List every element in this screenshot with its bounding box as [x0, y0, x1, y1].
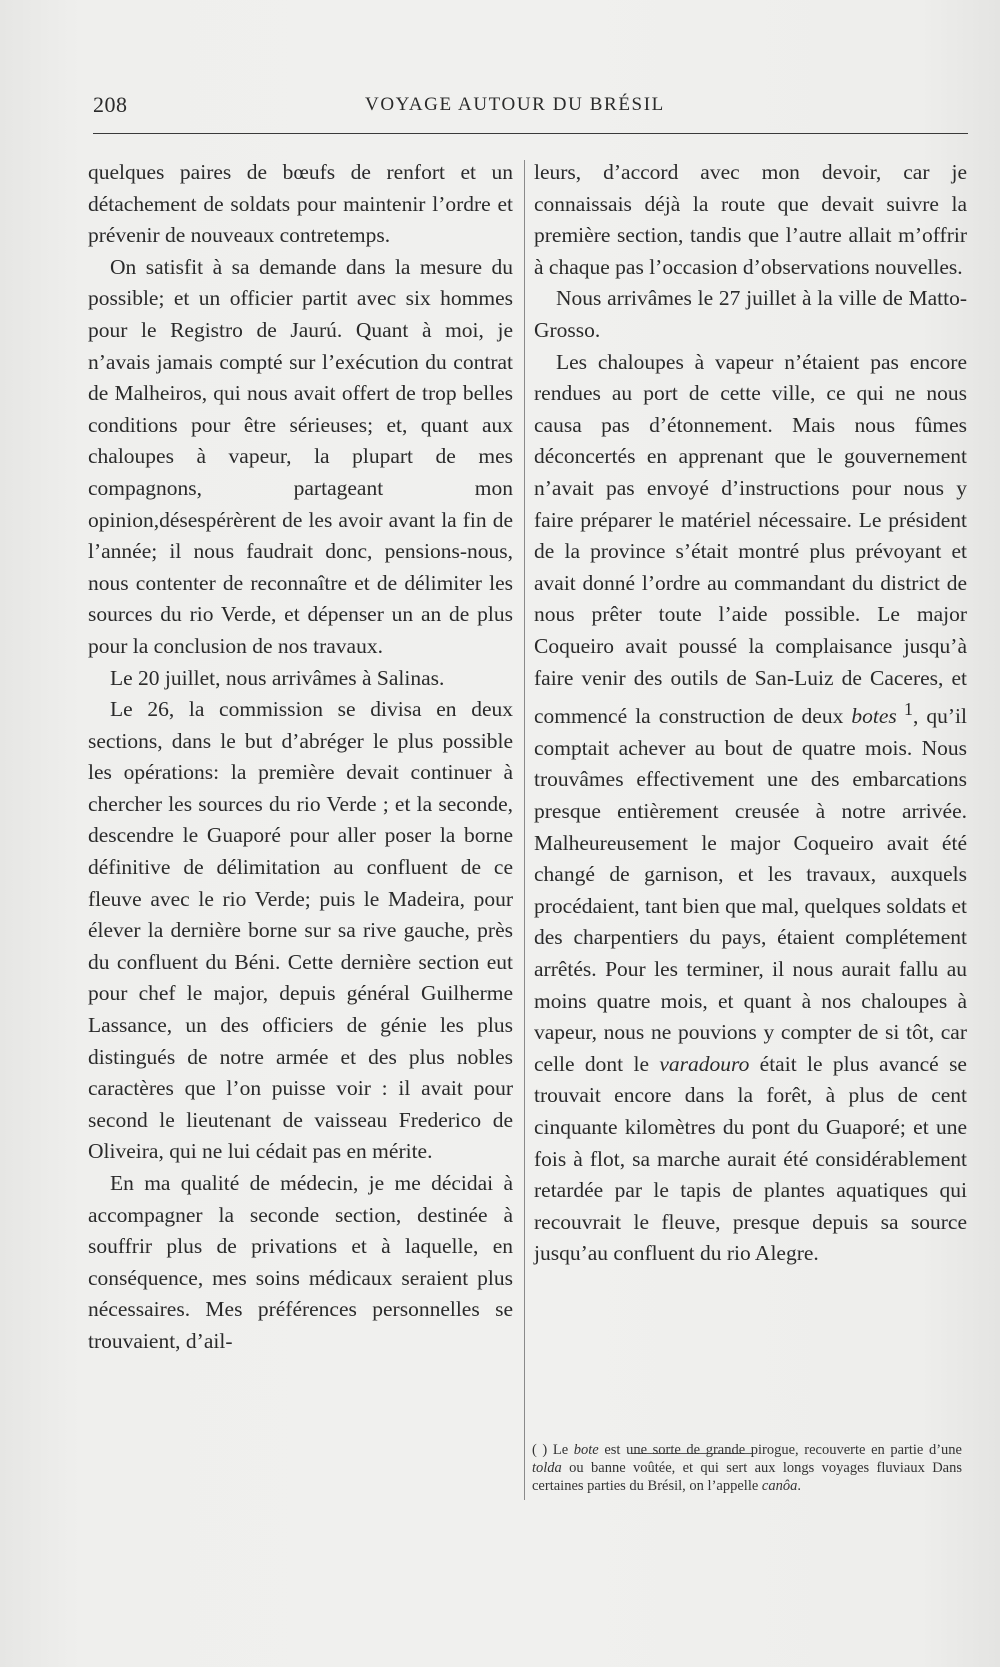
text-run: .: [797, 1478, 801, 1494]
text-run: Les chaloupes à vapeur n’étaient pas encore rendues au port de cette ville, ce qui ne nous causa pas d’étonnement. Mais nous fûmes déconcertés en apprenant que le gouvernement n’avait pas envoyé d’instructions pour nous y faire préparer le matériel nécessaire. Le président de la province s’était montré plus prévoyant et avait donné l’ordre au commandant du district de nous prêter toute l’aide possible. Le major Coqueiro avait poussé la complaisance jusqu’à faire venir des outils de San-Luiz de Caceres, et commencé la construction de deux: [534, 349, 967, 729]
italic-term: botes: [851, 704, 897, 729]
left-column: [88, 157, 513, 1358]
italic-term: bote: [573, 1442, 599, 1458]
paragraph: En ma qualité de médecin, je me décidai à accompagner la seconde section, destinée à souffrir plus de privations et à laquelle, en conséquence, mes soins médicaux seraient plus nécessaires. Mes préférences personnelles se trouvaient, d’ail-: [88, 1171, 513, 1353]
italic-term: canôa: [761, 1478, 798, 1494]
footnote-reference: 1: [896, 699, 913, 720]
column-divider: [524, 160, 525, 1500]
text-run: ou banne voûtée, et qui sert aux longs voyages fluviaux Dans certaines parties du Brésil, on l’appelle: [532, 1460, 962, 1494]
page-header: [93, 92, 968, 122]
paragraph: On satisfit à sa demande dans la mesure du possible; et un officier partit avec six hommes pour le Registro de Jaurú. Quant à moi, je n’avais jamais compté sur l’exécution du contrat de Malheiros, qui nous avait offert de trop belles conditions pour être sérieuses; et, quant aux chaloupes à vapeur, la plupart de mes compagnons, partageant mon opinion,désespérèrent de les avoir avant la fin de l’année; il nous faudrait donc, pensions-nous, nous contenter de reconnaître et de délimiter les sources du rio Verde, et dépenser un an de plus pour la conclusion de nos travaux.: [88, 254, 513, 658]
footnote: [532, 1441, 962, 1495]
paragraph: Le 20 juillet, nous arrivâmes à Salinas.: [110, 665, 445, 690]
paragraph: quelques paires de bœufs de renfort et un détachement de soldats pour maintenir l’ordre et prévenir de nouveaux contretemps.: [88, 160, 513, 248]
paragraph: [534, 347, 967, 1270]
running-title: VOYAGE AUTOUR DU BRÉSIL: [365, 94, 665, 115]
text-run: est une sorte de grande pirogue, recouverte en partie d’une: [598, 1442, 962, 1458]
page-number: 208: [93, 92, 128, 117]
text-run: était le plus avancé se trouvait encore dans la forêt, à plus de cent cinquante kilomètres du pont du Guaporé; et une fois à flot, sa marche aurait été considérablement retardée par le tapis de plantes aquatiques qui recouvrait le fleuve, presque depuis sa source jusqu’au confluent du rio Alegre.: [534, 1051, 967, 1266]
footnote-marker: ( ): [532, 1442, 553, 1458]
text-run: , qu’il comptait achever au bout de quatre mois. Nous trouvâmes effectivement une des embarcations presque entièrement creusée à notre arrivée. Malheureusement le major Coqueiro avait été changé de garnison, et les travaux, auxquels procédaient, tant bien que mal, quelques soldats et des charpentiers du pays, étaient complétement arrêtés. Pour les terminer, il nous aurait fallu au moins quatre mois, et quant à nos chaloupes à vapeur, nous ne pouvions y compter de si tôt, car celle dont le: [534, 704, 967, 1076]
italic-term: tolda: [532, 1460, 562, 1476]
paragraph: Nous arrivâmes le 27 juillet à la ville de Matto-Grosso.: [534, 286, 967, 342]
paragraph: Le 26, la commission se divisa en deux sections, dans le but d’abréger le plus possible les opérations: la première devait continuer à chercher les sources du rio Verde ; et la seconde, descendre le Guaporé pour aller poser la borne définitive de délimitation au confluent de ce fleuve avec le rio Verde; puis le Madeira, pour élever la dernière borne sur sa rive gauche, près du confluent du Béni. Cette dernière section eut pour chef le major, depuis général Guilherme Lassance, un des officiers de génie les plus distingués de notre armée et des plus nobles caractères que l’on puisse voir : il avait pour second le lieutenant de vaisseau Frederico de Oliveira, qui ne lui cédait pas en mérite.: [88, 697, 513, 1164]
paragraph: leurs, d’accord avec mon devoir, car je connaissais déjà la route que devait suivre la première section, tandis que l’autre allait m’offrir à chaque pas l’occasion d’observations nouvelles.: [534, 160, 967, 279]
text-run: Le: [552, 1442, 574, 1458]
italic-term: varadouro: [659, 1051, 750, 1076]
right-column: [534, 157, 967, 1270]
header-rule: [93, 133, 968, 134]
